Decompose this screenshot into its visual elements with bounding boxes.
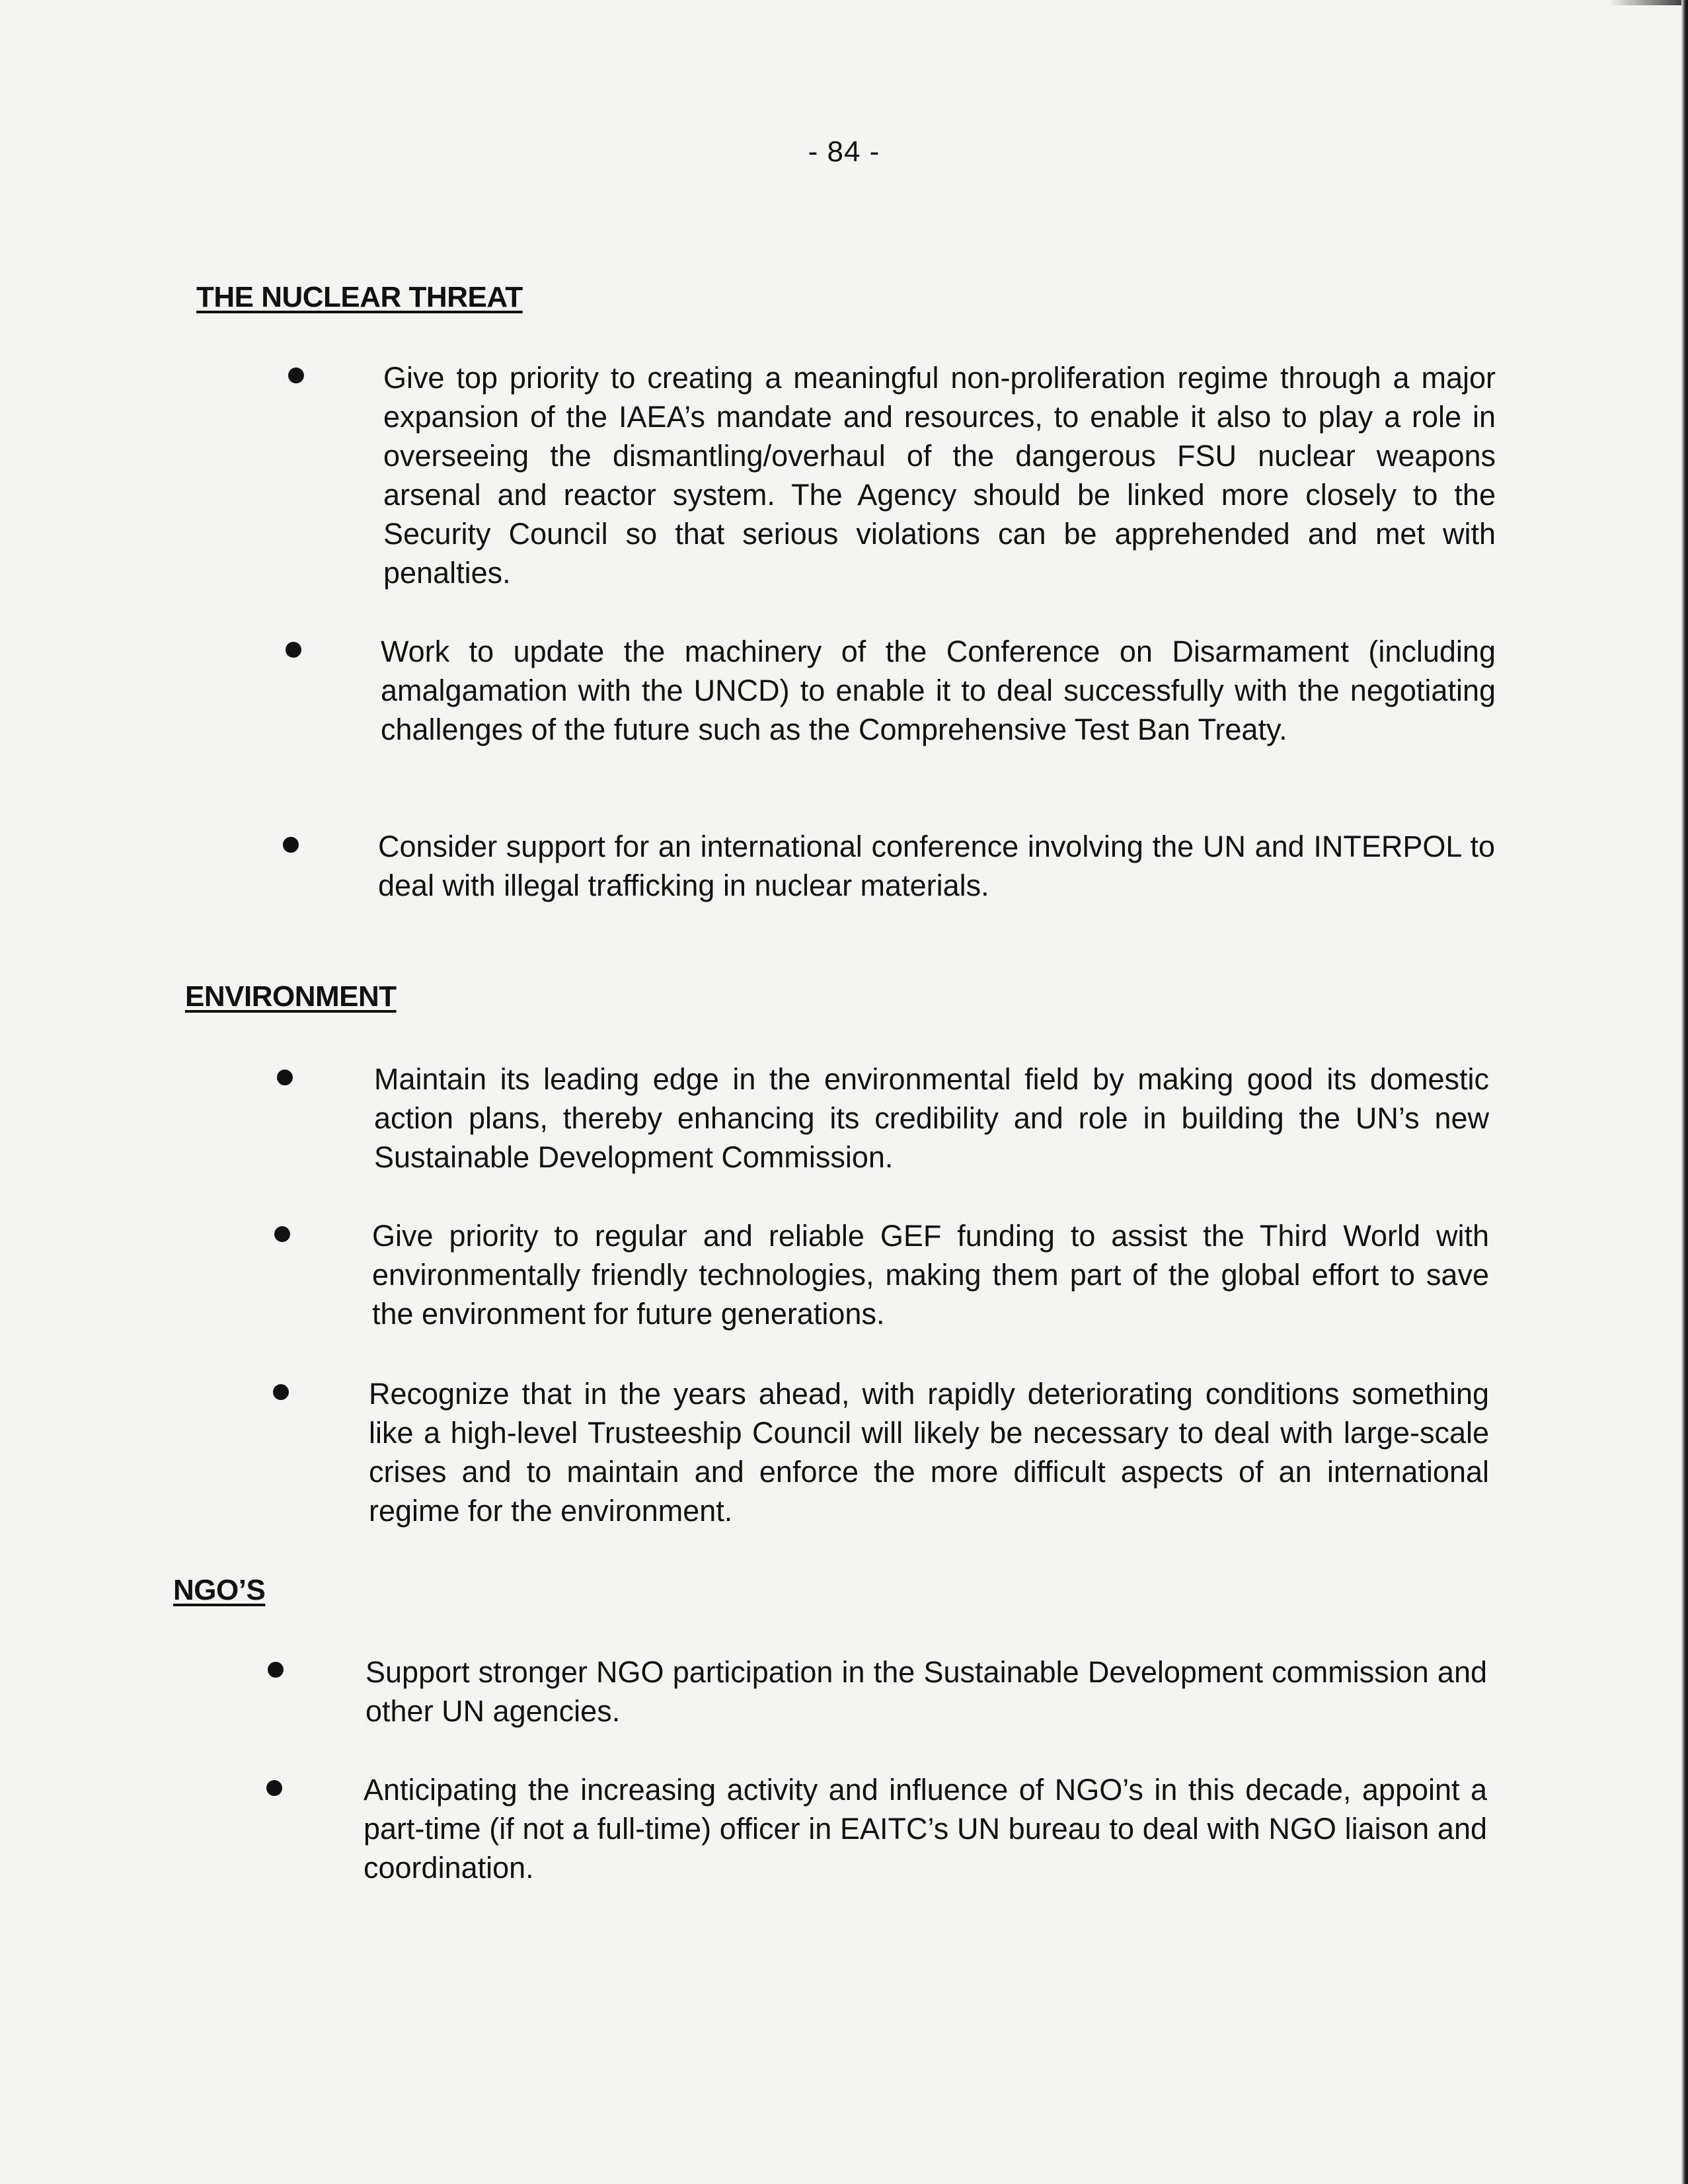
list-item-text: Maintain its leading edge in the environmental field by making good its domestic action plans, thereby enhancing its credibility and role in building the UN’s new Sustainable Development Commission.: [374, 1062, 1489, 1174]
bullet-icon: [274, 1226, 290, 1242]
bullet-icon: [268, 1662, 284, 1678]
bullet-icon: [277, 1070, 293, 1085]
list-item-text: Consider support for an international conference involving the UN and INTERPOL to deal with illegal trafficking in nuclear materials.: [378, 830, 1495, 902]
bullet-icon: [286, 642, 301, 658]
list-item-text: Anticipating the increasing activity and influence of NGO’s in this decade, appoint a part-time (if not a full-time) officer in EAITC’s UN bureau to deal with NGO liaison and coordination.: [364, 1773, 1487, 1885]
bullet-icon: [266, 1780, 282, 1796]
bullet-icon: [288, 368, 304, 383]
bullet-icon: [283, 837, 299, 853]
page-number: - 84 -: [808, 136, 880, 168]
page-edge-shadow-right: [1681, 0, 1688, 2184]
page-edge-shadow-top: [1609, 0, 1688, 5]
list-item-text: Recognize that in the years ahead, with rapidly deteriorating conditions something like a high-level Trusteeship Council will likely be necessary to deal with large-scale crises and to maintain and enforce the more difficult aspects of an international regime for the environment.: [369, 1377, 1489, 1528]
list-item-text: Work to update the machinery of the Conference on Disarmament (including amalgamation with the UNCD) to enable it to deal successfully with the negotiating challenges of the future such as the Comprehensive Test Ban Treaty.: [381, 635, 1496, 746]
section-heading-ngos: NGO’S: [173, 1574, 266, 1606]
section-heading-environment: ENVIRONMENT: [185, 980, 397, 1013]
list-item-text: Support stronger NGO participation in the Sustainable Development commission and other UN agencies.: [365, 1655, 1487, 1728]
list-item-text: Give priority to regular and reliable GEF funding to assist the Third World with environmentally friendly technologies, making them part of the global effort to save the environment for future generations.: [372, 1219, 1489, 1331]
section-heading-nuclear-threat: THE NUCLEAR THREAT: [196, 281, 523, 313]
list-item-text: Give top priority to creating a meaningful non-proliferation regime through a major expansion of the IAEA’s mandate and resources, to enable it also to play a role in overseeing the dismantling/overhaul of the dangerous FSU nuclear weapons arsenal and reactor system. The Agency should be linked more closely to the Security Council so that serious violations can be apprehended and met with penalties.: [383, 361, 1496, 590]
bullet-icon: [273, 1384, 289, 1400]
